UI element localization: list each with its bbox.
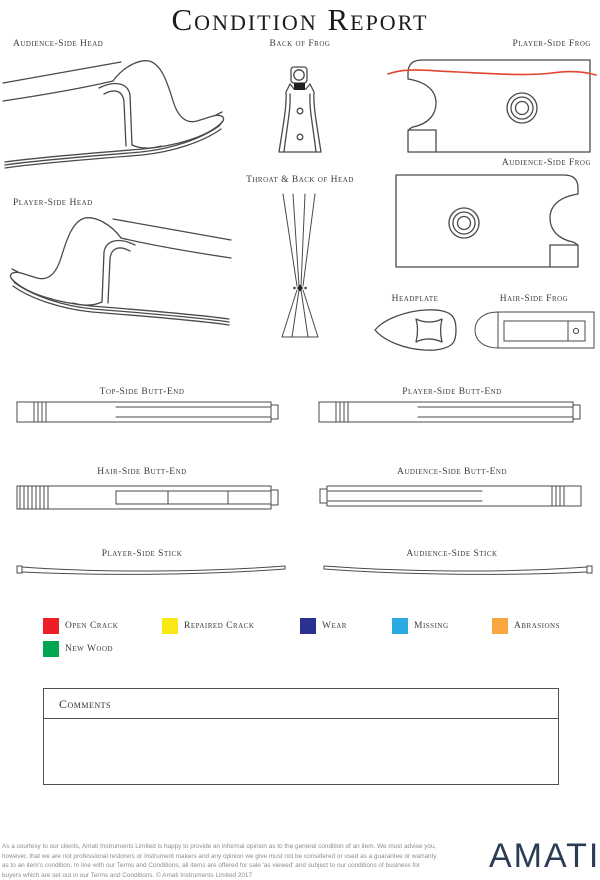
top-side-butt-end-diagram <box>16 401 280 424</box>
label-headplate: Headplate <box>391 294 439 304</box>
open-crack-swatch <box>43 618 59 634</box>
headplate-diagram <box>372 306 458 354</box>
audience-side-frog-diagram <box>394 173 590 269</box>
label-audience-side-butt-end: Audience-Side Butt-End <box>396 467 508 477</box>
audience-side-stick-diagram <box>318 562 595 578</box>
legend-label: New Wood <box>65 644 114 654</box>
label-audience-side-head: Audience-Side Head <box>13 39 104 49</box>
abrasions-swatch <box>492 618 508 634</box>
page-title: Condition Report <box>171 2 429 37</box>
legend-label: Missing <box>414 621 449 631</box>
label-audience-side-frog: Audience-Side Frog <box>501 158 591 168</box>
label-throat-back-of-head: Throat & Back of Head <box>246 175 354 185</box>
hair-side-frog-diagram <box>472 310 598 350</box>
label-player-side-frog: Player-Side Frog <box>512 39 591 49</box>
comments-section <box>43 688 559 785</box>
comments-header <box>44 689 558 719</box>
legend-label: Wear <box>322 621 347 631</box>
missing-swatch <box>392 618 408 634</box>
legend-label: Open Crack <box>65 621 119 631</box>
label-audience-side-stick: Audience-Side Stick <box>406 549 498 559</box>
throat-back-of-head-diagram <box>270 192 330 342</box>
disclaimer-text: As a courtesy to our clients, Amati Instruments Limited is happy to provide an informal opinion as to the general condition of an item. We must advise you, however, that we are not professional restorers or instrument makers and any opinion we give must not be considered or used as a guarantee or warranty as to an item's condition. In line with our Terms and Conditions, all items are offered for sale 'as viewed' and subject to our conditions of business for buyers which are set out in our Terms and Conditions. © Amati Instruments Limited 2017 <box>2 843 437 879</box>
audience-side-head-diagram <box>3 55 231 175</box>
repaired-crack-swatch <box>162 618 178 634</box>
throat-pin-detail <box>297 285 303 292</box>
player-side-head-diagram <box>3 212 231 332</box>
label-hair-side-frog: Hair-Side Frog <box>499 294 569 304</box>
label-top-side-butt-end: Top-Side Butt-End <box>99 387 185 397</box>
legend-label: Abrasions <box>514 621 560 631</box>
comments-label: Comments <box>59 697 112 711</box>
label-hair-side-butt-end: Hair-Side Butt-End <box>97 467 187 477</box>
hair-side-butt-end-diagram <box>16 485 280 511</box>
player-side-butt-end-diagram <box>318 401 582 424</box>
label-player-side-head: Player-Side Head <box>13 198 93 208</box>
amati-logo: AMATI <box>489 837 600 875</box>
back-of-frog-diagram <box>270 64 330 156</box>
wear-swatch <box>300 618 316 634</box>
label-player-side-butt-end: Player-Side Butt-End <box>402 387 502 397</box>
open-crack-annotation <box>386 62 598 84</box>
frog-button-detail <box>294 83 305 90</box>
audience-side-butt-end-diagram <box>318 485 582 508</box>
player-side-stick-diagram <box>14 562 291 578</box>
open-crack-line <box>388 70 596 75</box>
label-player-side-stick: Player-Side Stick <box>101 549 183 559</box>
comments-input[interactable] <box>44 719 558 783</box>
new-wood-swatch <box>43 641 59 657</box>
legend-label: Repaired Crack <box>184 621 255 631</box>
label-back-of-frog: Back of Frog <box>269 39 331 49</box>
